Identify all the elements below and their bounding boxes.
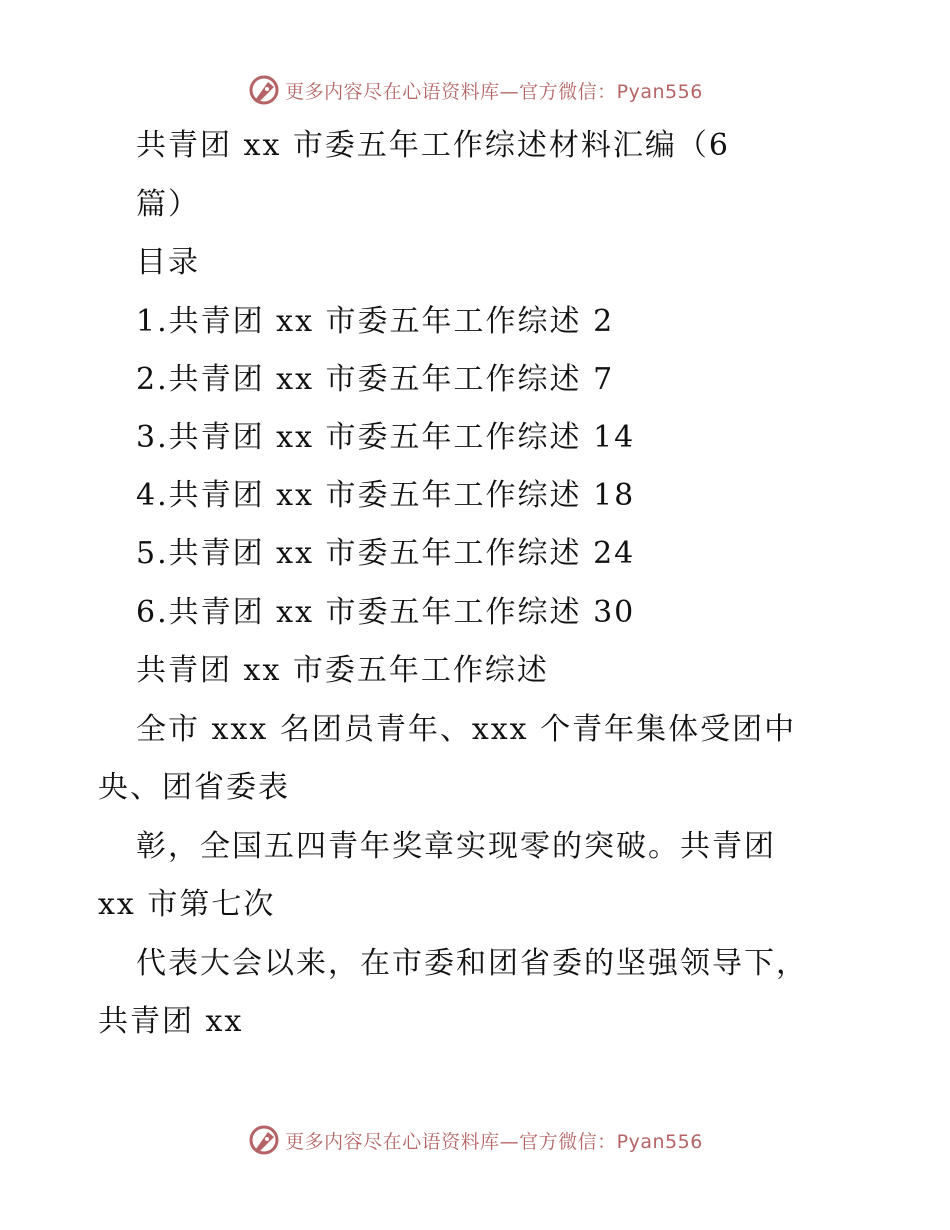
pen-nib-circle-icon — [247, 1123, 281, 1157]
watermark-header — [0, 70, 950, 110]
section-title: 共青团 xx 市委五年工作综述 — [136, 653, 549, 688]
body-line: 央、团省委表 — [98, 770, 290, 805]
body-line: 全市 xxx 名团员青年、xxx 个青年集体受团中 — [136, 712, 797, 747]
document-title-line-2: 篇） — [136, 187, 200, 222]
toc-item: 4.共青团 xx 市委五年工作综述 18 — [136, 478, 636, 513]
body-line: xx 市第七次 — [98, 887, 276, 922]
body-line: 共青团 xx — [98, 1004, 244, 1039]
watermark-text: 更多内容尽在心语资料库—官方微信：Pyan556 — [285, 1130, 703, 1153]
toc-item: 5.共青团 xx 市委五年工作综述 24 — [136, 536, 636, 571]
watermark-footer — [0, 1120, 950, 1160]
toc-item: 6.共青团 xx 市委五年工作综述 30 — [136, 595, 636, 630]
pen-nib-circle-icon — [247, 73, 281, 107]
toc-heading: 目录 — [136, 245, 200, 280]
toc-item: 1.共青团 xx 市委五年工作综述 2 — [136, 304, 615, 339]
toc-item: 3.共青团 xx 市委五年工作综述 14 — [136, 420, 636, 455]
body-line: 彰，全国五四青年奖章实现零的突破。共青团 — [136, 829, 776, 864]
document-title-line-1: 共青团 xx 市委五年工作综述材料汇编（6 — [136, 128, 730, 163]
watermark-text: 更多内容尽在心语资料库—官方微信：Pyan556 — [285, 80, 703, 103]
toc-item: 2.共青团 xx 市委五年工作综述 7 — [136, 362, 615, 397]
body-line: 代表大会以来，在市委和团省委的坚强领导下， — [136, 946, 808, 981]
